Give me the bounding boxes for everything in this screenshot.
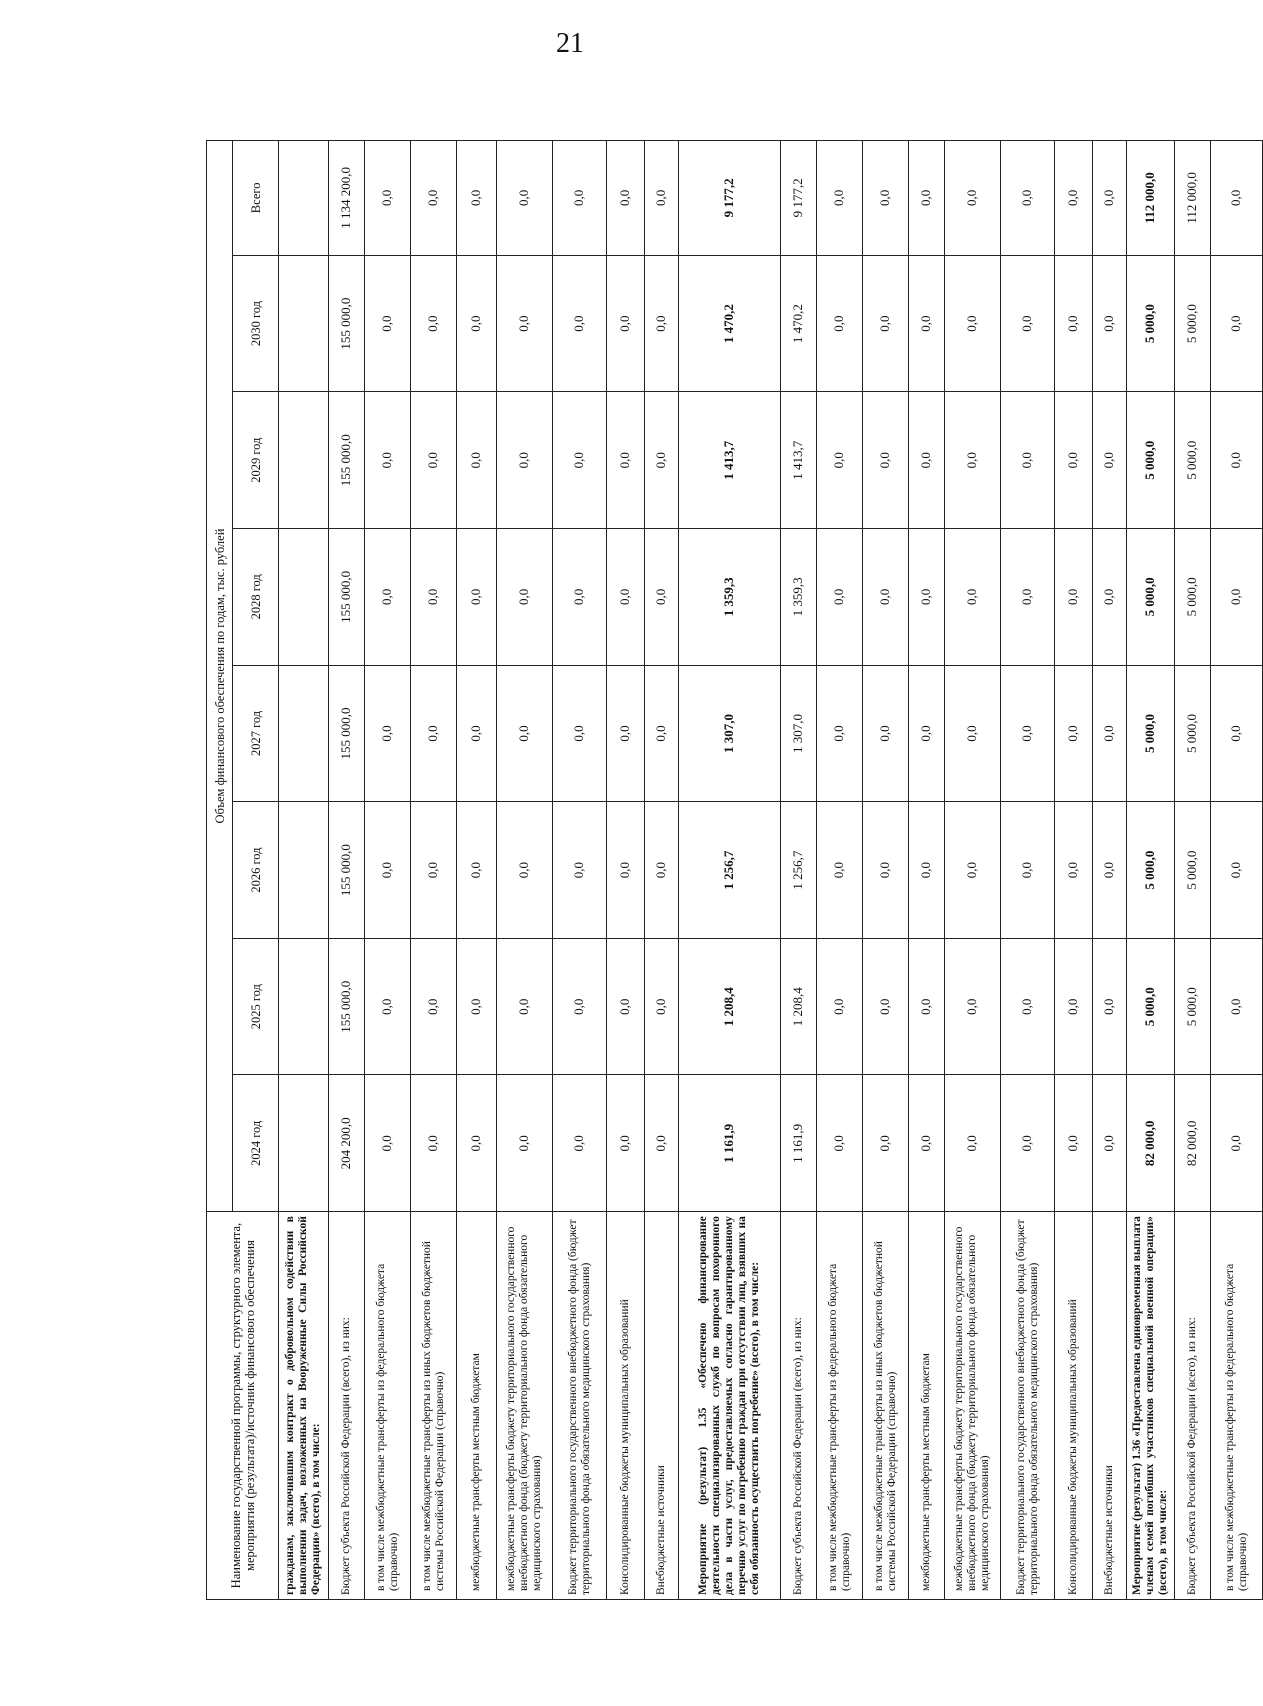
value-cell: 0,0 bbox=[645, 665, 679, 802]
value-cell: 0,0 bbox=[1001, 938, 1055, 1075]
rotated-page-content bbox=[206, 140, 1249, 1600]
value-cell: 0,0 bbox=[607, 938, 645, 1075]
table-row bbox=[781, 141, 817, 1600]
value-cell: 0,0 bbox=[817, 665, 863, 802]
value-cell: 9 177,2 bbox=[679, 141, 781, 256]
value-cell: 0,0 bbox=[1055, 392, 1093, 529]
year-header: 2027 год bbox=[233, 665, 279, 802]
table-row bbox=[863, 141, 909, 1600]
row-name: гражданам, заключившим контракт о добровольном содействии в выполнении задач, возложенных на Вооруженные Силы Российской Федерации» (всего), в том числе: bbox=[279, 1212, 329, 1600]
value-cell: 0,0 bbox=[411, 938, 457, 1075]
value-cell: 0,0 bbox=[1211, 141, 1263, 256]
value-cell: 0,0 bbox=[365, 1075, 411, 1212]
row-name: межбюджетные трансферты бюджету территориального государственного внебюджетного фонда (бюджету территориального фонда обязательного медицинского страхования) bbox=[497, 1212, 553, 1600]
value-cell: 0,0 bbox=[645, 802, 679, 939]
value-cell: 0,0 bbox=[365, 255, 411, 392]
table-row bbox=[945, 141, 1001, 1600]
value-cell: 0,0 bbox=[1093, 938, 1127, 1075]
table-body bbox=[279, 141, 1263, 1600]
value-cell: 155 000,0 bbox=[329, 255, 365, 392]
value-cell: 0,0 bbox=[1211, 1075, 1263, 1212]
value-cell bbox=[279, 529, 329, 666]
value-cell: 0,0 bbox=[945, 665, 1001, 802]
value-cell: 5 000,0 bbox=[1175, 529, 1211, 666]
table-row bbox=[365, 141, 411, 1600]
value-cell: 0,0 bbox=[607, 665, 645, 802]
value-cell: 0,0 bbox=[863, 255, 909, 392]
table-row bbox=[679, 141, 781, 1600]
value-cell: 1 359,3 bbox=[679, 529, 781, 666]
value-cell: 82 000,0 bbox=[1175, 1075, 1211, 1212]
value-cell: 0,0 bbox=[411, 529, 457, 666]
value-cell: 0,0 bbox=[1055, 255, 1093, 392]
value-cell bbox=[279, 1075, 329, 1212]
value-cell: 0,0 bbox=[607, 802, 645, 939]
value-cell: 0,0 bbox=[945, 392, 1001, 529]
value-cell: 0,0 bbox=[1211, 255, 1263, 392]
value-cell: 0,0 bbox=[1093, 802, 1127, 939]
value-cell: 0,0 bbox=[365, 938, 411, 1075]
row-name: межбюджетные трансферты местным бюджетам bbox=[457, 1212, 497, 1600]
value-cell: 0,0 bbox=[553, 392, 607, 529]
value-cell: 1 359,3 bbox=[781, 529, 817, 666]
value-cell: 0,0 bbox=[1001, 141, 1055, 256]
value-cell: 5 000,0 bbox=[1127, 802, 1175, 939]
value-cell: 0,0 bbox=[497, 665, 553, 802]
value-cell: 112 000,0 bbox=[1127, 141, 1175, 256]
table-row bbox=[1001, 141, 1055, 1600]
value-cell: 0,0 bbox=[553, 1075, 607, 1212]
value-cell: 0,0 bbox=[1055, 529, 1093, 666]
value-cell: 0,0 bbox=[645, 141, 679, 256]
value-cell: 0,0 bbox=[1211, 529, 1263, 666]
value-cell: 0,0 bbox=[863, 938, 909, 1075]
year-header: Всего bbox=[233, 141, 279, 256]
value-cell: 0,0 bbox=[645, 255, 679, 392]
value-cell: 5 000,0 bbox=[1175, 938, 1211, 1075]
value-cell: 0,0 bbox=[1055, 1075, 1093, 1212]
row-name: межбюджетные трансферты бюджету территориального государственного внебюджетного фонда (бюджету территориального фонда обязательного медицинского страхования) bbox=[945, 1212, 1001, 1600]
value-cell: 155 000,0 bbox=[329, 938, 365, 1075]
value-cell: 1 470,2 bbox=[679, 255, 781, 392]
value-cell: 0,0 bbox=[553, 802, 607, 939]
value-cell: 0,0 bbox=[909, 529, 945, 666]
value-cell: 0,0 bbox=[1211, 665, 1263, 802]
value-cell: 0,0 bbox=[457, 665, 497, 802]
row-name: Бюджет территориального государственного внебюджетного фонда (бюджет территориального фонда обязательного медицинского страхования) bbox=[553, 1212, 607, 1600]
row-name: Бюджет субъекта Российской Федерации (всего), из них: bbox=[781, 1212, 817, 1600]
value-cell: 0,0 bbox=[1093, 255, 1127, 392]
row-name: Бюджет субъекта Российской Федерации (всего), из них: bbox=[329, 1212, 365, 1600]
volume-header: Объем финансового обеспечения по годам, тыс. рублей bbox=[207, 141, 233, 1212]
table-row bbox=[497, 141, 553, 1600]
value-cell: 0,0 bbox=[1001, 665, 1055, 802]
value-cell: 0,0 bbox=[457, 938, 497, 1075]
value-cell: 204 200,0 bbox=[329, 1075, 365, 1212]
value-cell: 5 000,0 bbox=[1127, 938, 1175, 1075]
value-cell: 0,0 bbox=[411, 392, 457, 529]
page-number: 21 bbox=[556, 28, 584, 59]
value-cell: 0,0 bbox=[1211, 938, 1263, 1075]
value-cell: 0,0 bbox=[1055, 938, 1093, 1075]
value-cell: 1 134 200,0 bbox=[329, 141, 365, 256]
row-name: в том числе межбюджетные трансферты из федерального бюджета (справочно) bbox=[817, 1212, 863, 1600]
value-cell: 1 413,7 bbox=[781, 392, 817, 529]
year-header: 2024 год bbox=[233, 1075, 279, 1212]
value-cell: 0,0 bbox=[457, 529, 497, 666]
value-cell: 0,0 bbox=[645, 392, 679, 529]
year-header: 2025 год bbox=[233, 938, 279, 1075]
value-cell: 0,0 bbox=[553, 938, 607, 1075]
name-column-header: Наименование государственной программы, структурного элемента, мероприятия (результата)/источник финансового обеспечения bbox=[207, 1212, 279, 1600]
value-cell: 0,0 bbox=[817, 392, 863, 529]
value-cell bbox=[279, 802, 329, 939]
value-cell: 0,0 bbox=[607, 1075, 645, 1212]
row-name: Бюджет субъекта Российской Федерации (всего), из них: bbox=[1175, 1212, 1211, 1600]
value-cell: 1 413,7 bbox=[679, 392, 781, 529]
value-cell: 1 208,4 bbox=[679, 938, 781, 1075]
value-cell: 0,0 bbox=[645, 529, 679, 666]
value-cell: 0,0 bbox=[1093, 141, 1127, 256]
value-cell: 0,0 bbox=[411, 141, 457, 256]
value-cell: 0,0 bbox=[863, 392, 909, 529]
row-name: Внебюджетные источники bbox=[645, 1212, 679, 1600]
value-cell: 155 000,0 bbox=[329, 529, 365, 666]
value-cell: 0,0 bbox=[607, 255, 645, 392]
value-cell: 0,0 bbox=[497, 529, 553, 666]
row-name: в том числе межбюджетные трансферты из иных бюджетов бюджетной системы Российской Федерации (справочно) bbox=[863, 1212, 909, 1600]
value-cell: 0,0 bbox=[457, 802, 497, 939]
value-cell: 0,0 bbox=[817, 1075, 863, 1212]
table-row bbox=[645, 141, 679, 1600]
value-cell: 0,0 bbox=[553, 141, 607, 256]
value-cell bbox=[279, 665, 329, 802]
value-cell: 0,0 bbox=[645, 938, 679, 1075]
value-cell: 0,0 bbox=[863, 141, 909, 256]
value-cell: 0,0 bbox=[1093, 1075, 1127, 1212]
value-cell: 0,0 bbox=[817, 938, 863, 1075]
value-cell: 5 000,0 bbox=[1127, 665, 1175, 802]
value-cell: 0,0 bbox=[411, 802, 457, 939]
year-header: 2030 год bbox=[233, 255, 279, 392]
value-cell: 0,0 bbox=[497, 255, 553, 392]
value-cell: 0,0 bbox=[1001, 255, 1055, 392]
value-cell: 0,0 bbox=[1093, 665, 1127, 802]
value-cell: 1 161,9 bbox=[781, 1075, 817, 1212]
value-cell: 0,0 bbox=[365, 665, 411, 802]
value-cell: 0,0 bbox=[945, 938, 1001, 1075]
value-cell: 0,0 bbox=[411, 1075, 457, 1212]
value-cell bbox=[279, 255, 329, 392]
value-cell: 0,0 bbox=[1001, 392, 1055, 529]
value-cell: 0,0 bbox=[457, 141, 497, 256]
table-row bbox=[1127, 141, 1175, 1600]
value-cell: 0,0 bbox=[1055, 802, 1093, 939]
value-cell: 0,0 bbox=[457, 1075, 497, 1212]
table-row bbox=[553, 141, 607, 1600]
value-cell: 0,0 bbox=[945, 141, 1001, 256]
value-cell: 0,0 bbox=[909, 938, 945, 1075]
value-cell: 0,0 bbox=[553, 665, 607, 802]
value-cell: 5 000,0 bbox=[1127, 529, 1175, 666]
value-cell: 0,0 bbox=[945, 255, 1001, 392]
value-cell: 0,0 bbox=[411, 255, 457, 392]
value-cell: 0,0 bbox=[817, 529, 863, 666]
value-cell: 0,0 bbox=[817, 802, 863, 939]
value-cell: 0,0 bbox=[457, 255, 497, 392]
value-cell: 0,0 bbox=[365, 802, 411, 939]
value-cell: 0,0 bbox=[1211, 802, 1263, 939]
value-cell: 0,0 bbox=[1211, 392, 1263, 529]
year-header: 2028 год bbox=[233, 529, 279, 666]
table-row bbox=[909, 141, 945, 1600]
value-cell: 0,0 bbox=[607, 392, 645, 529]
value-cell: 0,0 bbox=[863, 1075, 909, 1212]
value-cell bbox=[279, 141, 329, 256]
value-cell: 0,0 bbox=[497, 802, 553, 939]
value-cell: 0,0 bbox=[863, 529, 909, 666]
value-cell: 0,0 bbox=[863, 665, 909, 802]
value-cell: 0,0 bbox=[1001, 1075, 1055, 1212]
value-cell bbox=[279, 938, 329, 1075]
value-cell: 0,0 bbox=[365, 529, 411, 666]
value-cell: 0,0 bbox=[1055, 665, 1093, 802]
row-name: в том числе межбюджетные трансферты из федерального бюджета (справочно) bbox=[1211, 1212, 1263, 1600]
value-cell: 112 000,0 bbox=[1175, 141, 1211, 256]
value-cell: 0,0 bbox=[1093, 529, 1127, 666]
value-cell: 5 000,0 bbox=[1175, 665, 1211, 802]
value-cell: 1 161,9 bbox=[679, 1075, 781, 1212]
value-cell: 1 307,0 bbox=[679, 665, 781, 802]
value-cell: 5 000,0 bbox=[1127, 392, 1175, 529]
value-cell: 0,0 bbox=[457, 392, 497, 529]
value-cell: 0,0 bbox=[553, 529, 607, 666]
value-cell: 0,0 bbox=[497, 1075, 553, 1212]
value-cell: 0,0 bbox=[909, 665, 945, 802]
year-header: 2026 год bbox=[233, 802, 279, 939]
row-name: Внебюджетные источники bbox=[1093, 1212, 1127, 1600]
table-row bbox=[1211, 141, 1263, 1600]
value-cell: 9 177,2 bbox=[781, 141, 817, 256]
table-row bbox=[817, 141, 863, 1600]
value-cell: 0,0 bbox=[817, 141, 863, 256]
year-header: 2029 год bbox=[233, 392, 279, 529]
row-name: Мероприятие (результат) 1.36 «Предоставлена единовременная выплата членам семей погибших участников специальной военной операции» (всего), в том числе: bbox=[1127, 1212, 1175, 1600]
value-cell: 5 000,0 bbox=[1175, 392, 1211, 529]
value-cell: 155 000,0 bbox=[329, 392, 365, 529]
value-cell: 0,0 bbox=[909, 141, 945, 256]
value-cell: 82 000,0 bbox=[1127, 1075, 1175, 1212]
table-row bbox=[411, 141, 457, 1600]
value-cell: 155 000,0 bbox=[329, 802, 365, 939]
table-row bbox=[457, 141, 497, 1600]
value-cell: 5 000,0 bbox=[1175, 802, 1211, 939]
value-cell: 1 208,4 bbox=[781, 938, 817, 1075]
value-cell: 0,0 bbox=[1001, 802, 1055, 939]
value-cell: 5 000,0 bbox=[1127, 255, 1175, 392]
value-cell: 0,0 bbox=[1001, 529, 1055, 666]
value-cell: 5 000,0 bbox=[1175, 255, 1211, 392]
table-row bbox=[1055, 141, 1093, 1600]
value-cell: 0,0 bbox=[645, 1075, 679, 1212]
financing-table bbox=[206, 140, 1263, 1600]
row-name: Мероприятие (результат) 1.35 «Обеспечено финансирование деятельности специализированных служб по вопросам похоронного дела в части услуг, предоставляемых согласно гарантированному перечню услуг по погребению граждан при отсутствии лиц, взявших на себя обязанность осуществить погребение» (всего), в том числе: bbox=[679, 1212, 781, 1600]
value-cell: 0,0 bbox=[365, 141, 411, 256]
value-cell: 0,0 bbox=[909, 255, 945, 392]
table-row bbox=[1175, 141, 1211, 1600]
table-row bbox=[329, 141, 365, 1600]
value-cell: 0,0 bbox=[909, 392, 945, 529]
value-cell: 0,0 bbox=[497, 392, 553, 529]
row-name: в том числе межбюджетные трансферты из иных бюджетов бюджетной системы Российской Федерации (справочно) bbox=[411, 1212, 457, 1600]
table-row bbox=[607, 141, 645, 1600]
value-cell: 0,0 bbox=[553, 255, 607, 392]
value-cell: 0,0 bbox=[497, 141, 553, 256]
value-cell: 0,0 bbox=[945, 529, 1001, 666]
value-cell: 0,0 bbox=[863, 802, 909, 939]
value-cell: 0,0 bbox=[1093, 392, 1127, 529]
value-cell: 0,0 bbox=[411, 665, 457, 802]
row-name: межбюджетные трансферты местным бюджетам bbox=[909, 1212, 945, 1600]
value-cell: 1 256,7 bbox=[679, 802, 781, 939]
value-cell: 1 307,0 bbox=[781, 665, 817, 802]
value-cell: 155 000,0 bbox=[329, 665, 365, 802]
value-cell bbox=[279, 392, 329, 529]
value-cell: 1 256,7 bbox=[781, 802, 817, 939]
value-cell: 0,0 bbox=[607, 141, 645, 256]
value-cell: 0,0 bbox=[945, 802, 1001, 939]
value-cell: 0,0 bbox=[1055, 141, 1093, 256]
row-name: Консолидированные бюджеты муниципальных образований bbox=[607, 1212, 645, 1600]
table-row bbox=[1093, 141, 1127, 1600]
value-cell: 0,0 bbox=[497, 938, 553, 1075]
row-name: Бюджет территориального государственного внебюджетного фонда (бюджет территориального фонда обязательного медицинского страхования) bbox=[1001, 1212, 1055, 1600]
value-cell: 0,0 bbox=[945, 1075, 1001, 1212]
value-cell: 0,0 bbox=[909, 802, 945, 939]
value-cell: 0,0 bbox=[607, 529, 645, 666]
value-cell: 1 470,2 bbox=[781, 255, 817, 392]
table-row bbox=[279, 141, 329, 1600]
row-name: Консолидированные бюджеты муниципальных образований bbox=[1055, 1212, 1093, 1600]
value-cell: 0,0 bbox=[817, 255, 863, 392]
value-cell: 0,0 bbox=[909, 1075, 945, 1212]
row-name: в том числе межбюджетные трансферты из федерального бюджета (справочно) bbox=[365, 1212, 411, 1600]
value-cell: 0,0 bbox=[365, 392, 411, 529]
